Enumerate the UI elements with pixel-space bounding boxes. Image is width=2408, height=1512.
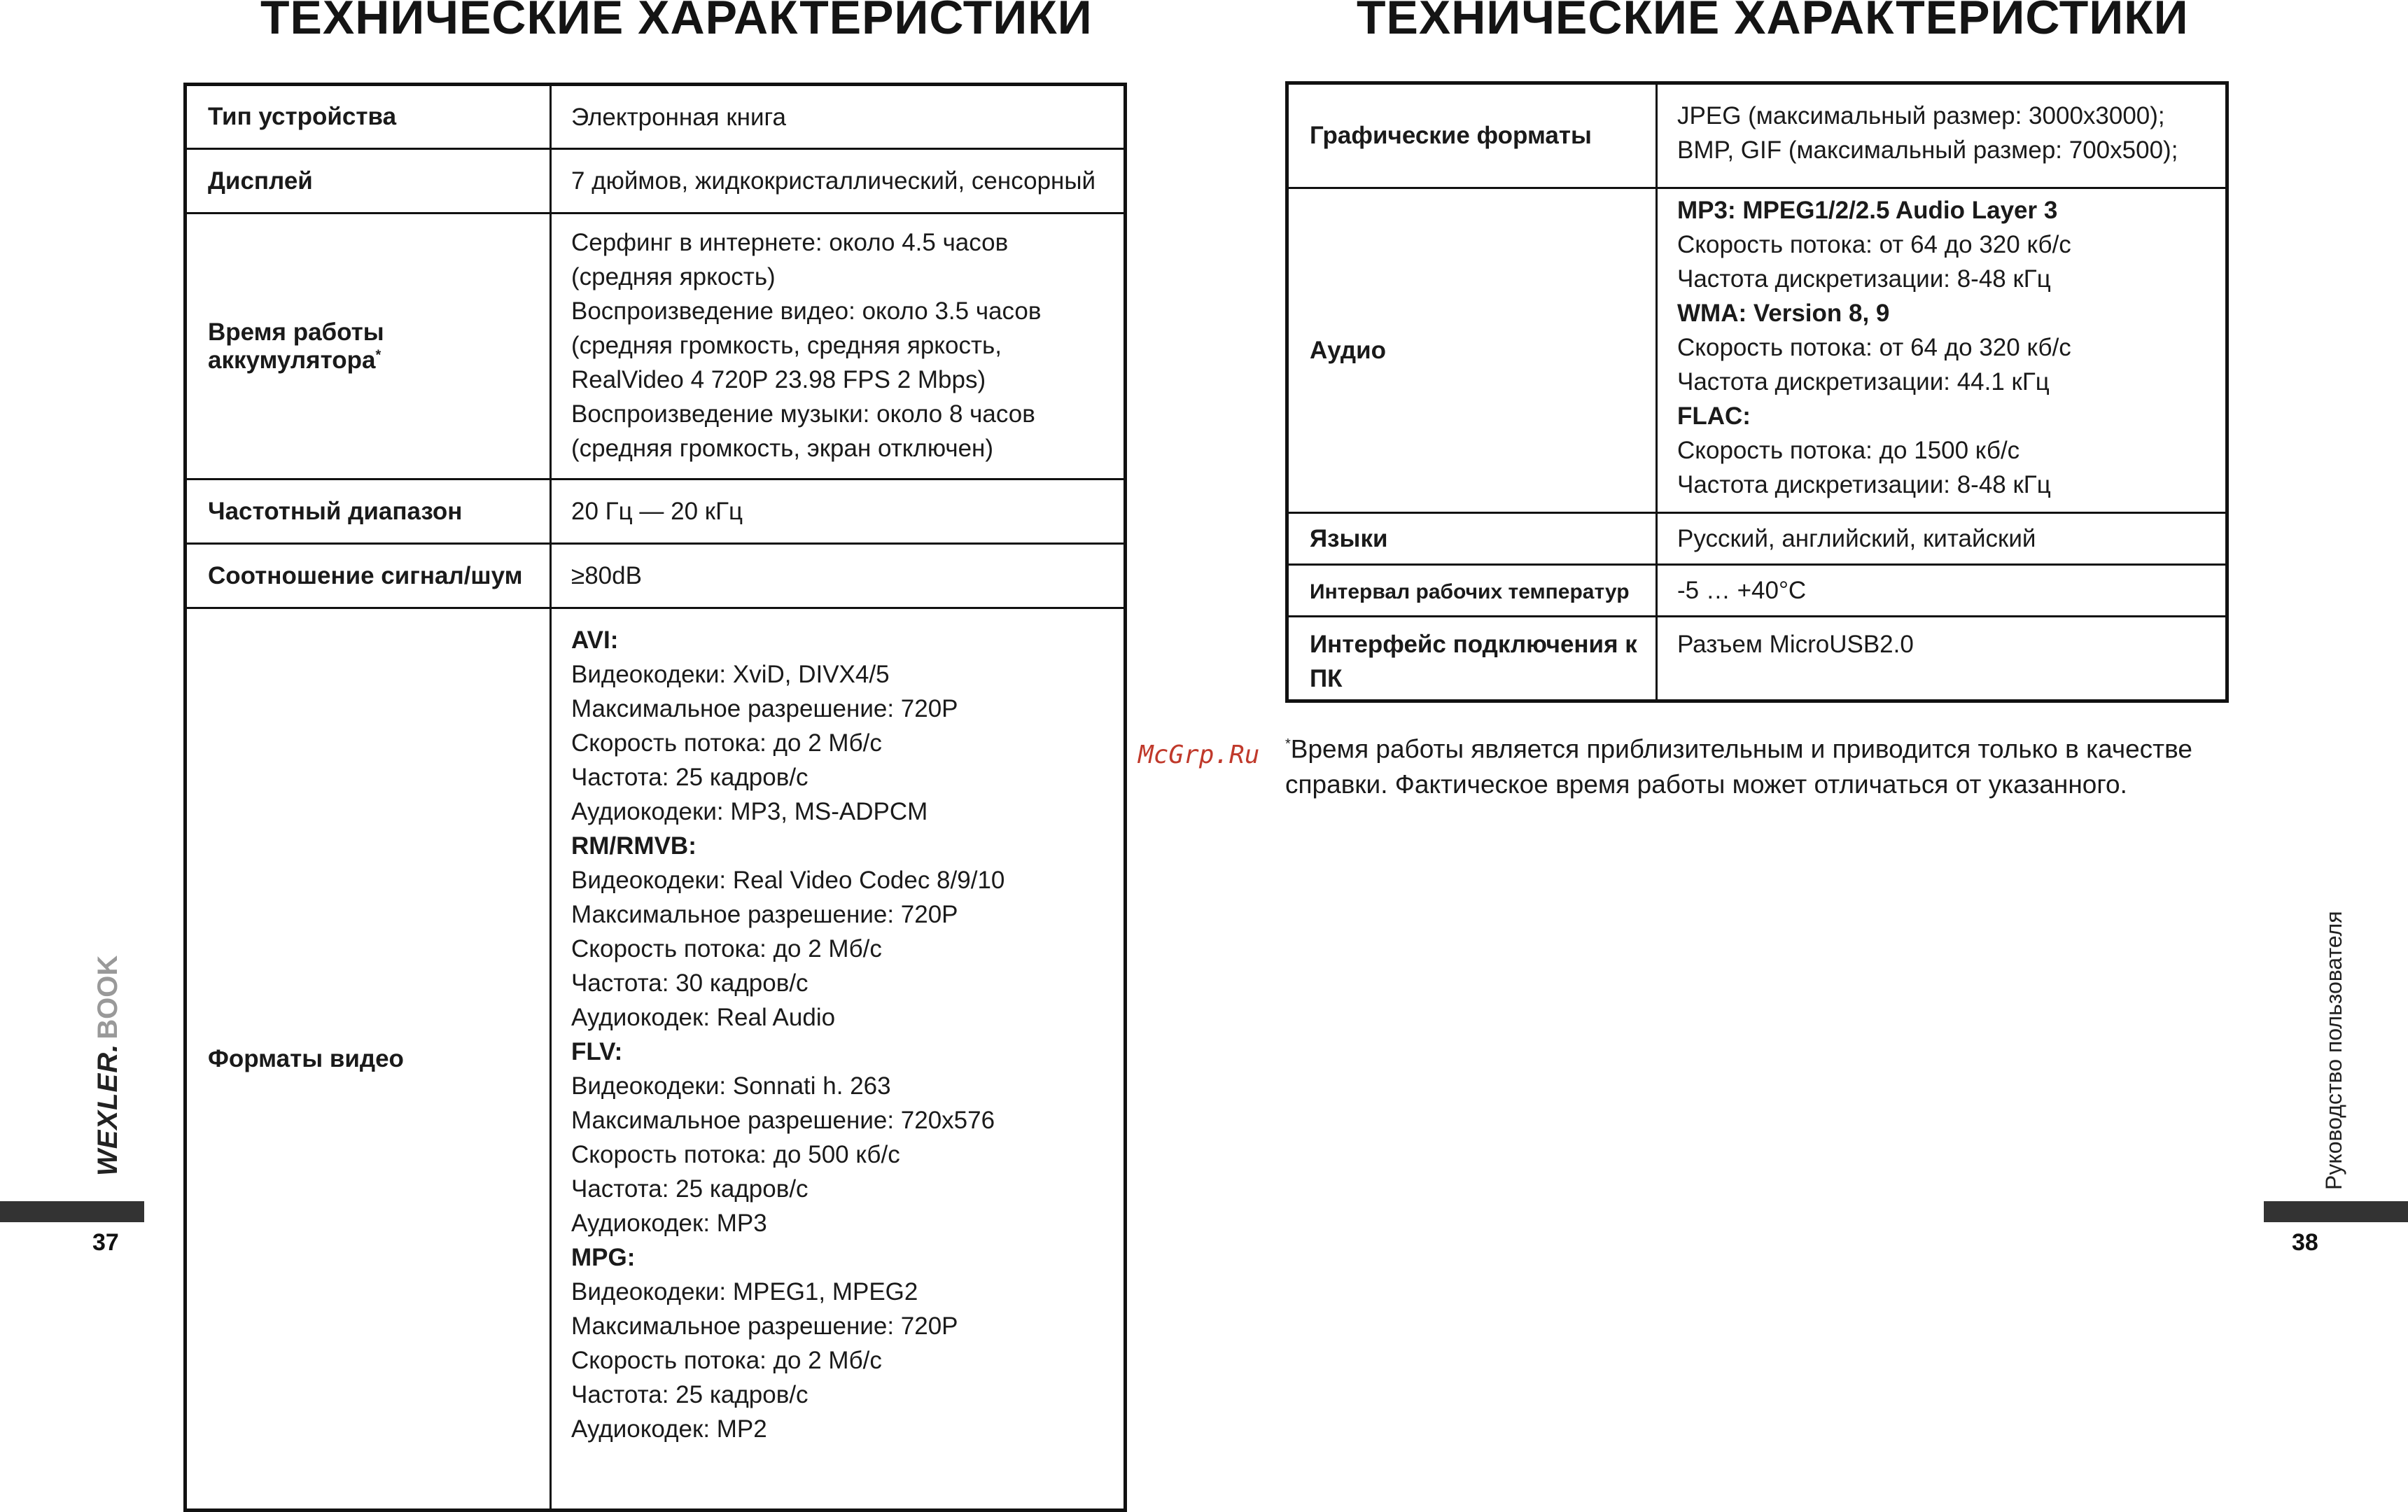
table-row <box>1287 617 2227 701</box>
page-bar-left <box>0 1201 144 1222</box>
page-title-left: ТЕХНИЧЕСКИЕ ХАРАКТЕРИСТИКИ <box>260 0 1093 44</box>
table-row <box>186 608 1126 1511</box>
brand-logo: WEXLER.BOOK <box>92 955 123 1176</box>
spec-value: 20 Гц — 20 кГц <box>551 479 1126 544</box>
spec-value: JPEG (максимальный размер: 3000x3000); BMP, GIF (максимальный размер: 700x500); <box>1657 83 2227 188</box>
footnote-mark: * <box>375 346 382 363</box>
table-row <box>186 214 1126 479</box>
spec-label: Графические форматы <box>1287 83 1657 188</box>
spec-label: Форматы видео <box>186 608 551 1511</box>
table-row <box>186 544 1126 608</box>
table-row <box>1287 83 2227 188</box>
spec-label: Интервал рабочих температур <box>1287 565 1657 617</box>
guide-side-text: Руководство пользователя <box>2321 911 2346 1190</box>
spec-label: Аудио <box>1287 188 1657 513</box>
spec-value: Электронная книга <box>551 85 1126 149</box>
spec-value: Разъем MicroUSB2.0 <box>1657 617 2227 701</box>
spec-label: Тип устройства <box>186 85 551 149</box>
table-row <box>1287 513 2227 565</box>
spec-label: Соотношение сигнал/шум <box>186 544 551 608</box>
spec-table-right <box>1285 81 2229 703</box>
spec-label: Время работы аккумулятора* <box>186 214 551 479</box>
footnote-mark: * <box>1285 736 1291 752</box>
table-row <box>186 479 1126 544</box>
table-row <box>1287 565 2227 617</box>
spec-label: Дисплей <box>186 149 551 214</box>
table-row <box>186 149 1126 214</box>
spec-value: Русский, английский, китайский <box>1657 513 2227 565</box>
page-number-left: 37 <box>92 1229 119 1256</box>
spec-value: Серфинг в интернете: около 4.5 часов (средняя яркость) Воспроизведение видео: около 3.5 часов (средняя громкость, средняя яркость, RealVideo 4 720P 23.98 FPS 2 Mbps) Воспроизведение музыки: около 8 часов (средняя громкость, экран отключен) <box>551 214 1126 479</box>
spec-value: ≥80dB <box>551 544 1126 608</box>
page-bar-right <box>2264 1201 2408 1222</box>
spec-label: Интерфейс подключения к ПК <box>1287 617 1657 701</box>
spec-value: AVI: Видеокодеки: XviD, DIVX4/5 Максимальное разрешение: 720P Скорость потока: до 2 Мб/с Частота: 25 кадров/с Аудиокодеки: MP3, MS-ADPCM RM/RMVB: Видеокодеки: Real Video Codec 8/9/10 Максимальное разрешение: 720P Скорость потока: до 2 Мб/с Частота: 30 кадров/с Аудиокодек: Real Audio FLV: Видеокодеки: Sonnati h. 263 Максимальное разрешение: 720x576 Скорость потока: до 500 кб/с Частота: 25 кадров/с Аудиокодек: MP3 MPG: Видеокодеки: MPEG1, MPEG2 Максимальное разрешение: 720P Скорость потока: до 2 Мб/с Частота: 25 кадров/с Аудиокодек: MP2 <box>551 608 1126 1511</box>
page-number-right: 38 <box>2292 1229 2318 1256</box>
spec-value: -5 … +40°C <box>1657 565 2227 617</box>
table-row <box>1287 188 2227 513</box>
page-title-right: ТЕХНИЧЕСКИЕ ХАРАКТЕРИСТИКИ <box>1357 0 2189 44</box>
watermark: McGrp.Ru <box>1138 741 1260 769</box>
footnote: *Время работы является приблизительным и приводится только в качестве справки. Фактическое время работы может отличаться от указанного. <box>1285 734 2192 799</box>
spec-value: 7 дюймов, жидкокристаллический, сенсорный <box>551 149 1126 214</box>
spec-table-left <box>183 83 1127 1512</box>
spec-value: MP3: MPEG1/2/2.5 Audio Layer 3 Скорость потока: от 64 до 320 кб/с Частота дискретизации: 8-48 кГц WMA: Version 8, 9 Скорость потока: от 64 до 320 кб/с Частота дискретизации: 44.1 кГц FLAC: Скорость потока: до 1500 кб/с Частота дискретизации: 8-48 кГц <box>1657 188 2227 513</box>
spec-label: Языки <box>1287 513 1657 565</box>
table-row <box>186 85 1126 149</box>
spec-label: Частотный диапазон <box>186 479 551 544</box>
